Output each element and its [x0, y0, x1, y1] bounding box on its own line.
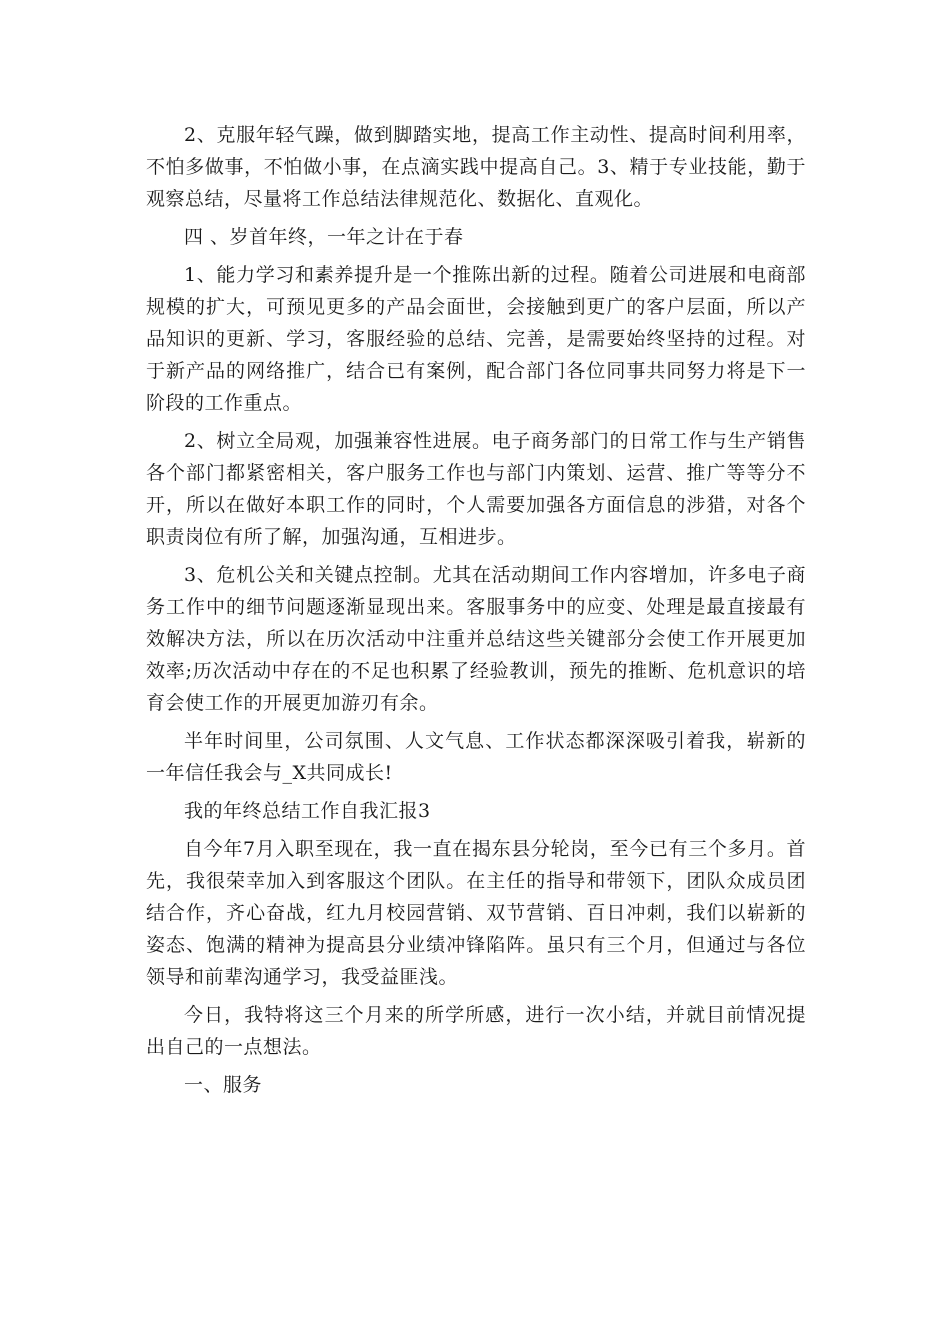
paragraph-plan-2: 2、树立全局观，加强兼容性进展。电子商务部门的日常工作与生产销售各个部门都紧密相关，客户服务工作也与部门内策划、运营、推广等等分不开，所以在做好本职工作的同时，个人需要加强各方面信息的涉猎，对各个职责岗位有所了解，加强沟通，互相进步。 — [146, 430, 806, 548]
paragraph-plan-1: 1、能力学习和素养提升是一个推陈出新的过程。随着公司进展和电商部规模的扩大，可预见更多的产品会面世，会接触到更广的客户层面，所以产品知识的更新、学习，客服经验的总结、完善，是需要始终坚持的过程。对于新产品的网络推广，结合已有案例，配合部门各位同事共同努力将是下一阶段的工作重点。 — [146, 264, 806, 414]
paragraph-summary: 今日，我特将这三个月来的所学所感，进行一次小结，并就目前情况提出自己的一点想法。 — [146, 1004, 806, 1058]
report-title: 我的年终总结工作自我汇报3 — [184, 800, 431, 822]
document-page — [146, 119, 806, 1101]
paragraph-plan-3: 3、危机公关和关键点控制。尤其在活动期间工作内容增加，许多电子商务工作中的细节问题逐渐显现出来。客服事务中的应变、处理是最直接最有效解决方法，所以在历次活动中注重并总结这些关键部分会使工作开展更加效率;历次活动中存在的不足也积累了经验教训，预先的推断、危机意识的培育会使工作的开展更加游刃有余。 — [146, 564, 806, 714]
section-heading-service: 一、服务 — [184, 1074, 263, 1096]
section-heading-4: 四 、岁首年终，一年之计在于春 — [184, 226, 464, 248]
paragraph-intro: 自今年7月入职至现在，我一直在揭东县分轮岗，至今已有三个多月。首先，我很荣幸加入到客服这个团队。在主任的指导和带领下，团队众成员团结合作，齐心奋战，红九月校园营销、双节营销、百日冲刺，我们以崭新的姿态、饱满的精神为提高县分业绩冲锋陷阵。虽只有三个月，但通过与各位领导和前辈沟通学习，我受益匪浅。 — [146, 838, 806, 988]
paragraph-closing: 半年时间里，公司氛围、人文气息、工作状态都深深吸引着我，崭新的一年信任我会与_X共同成长! — [146, 730, 806, 784]
paragraph-goal-2: 2、克服年轻气躁，做到脚踏实地，提高工作主动性、提高时间利用率，不怕多做事，不怕做小事，在点滴实践中提高自己。3、精于专业技能，勤于观察总结，尽量将工作总结法律规范化、数据化、直观化。 — [146, 124, 806, 210]
